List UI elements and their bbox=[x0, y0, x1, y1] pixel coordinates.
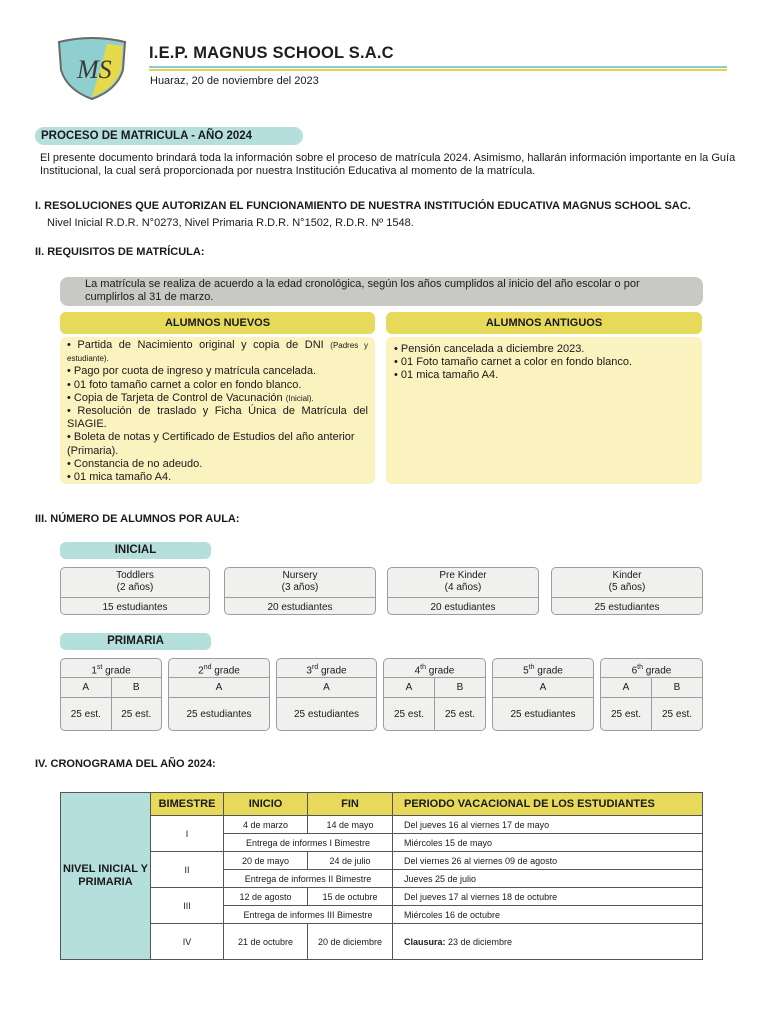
grade-title: 5th grade bbox=[493, 659, 593, 678]
grade-card bbox=[276, 658, 377, 731]
report-date-cell: Jueves 25 de julio bbox=[393, 870, 703, 888]
intro-paragraph: El presente documento brindará toda la información sobre el proceso de matrícula 2024. Asimismo, hallarán información importante en la Guía Institucional, la cual será proporcionada por nuestra Institución Educativa al momento de la matrícula. bbox=[40, 152, 736, 177]
schedule-table bbox=[60, 792, 703, 960]
section-letter: B bbox=[112, 678, 162, 698]
vacation-cell: Del jueves 17 al viernes 18 de octubre bbox=[393, 888, 703, 906]
requirement-item: • Boleta de notas y Certificado de Estudios del año anterior (Primaria). bbox=[67, 431, 355, 457]
inicial-class-card bbox=[551, 567, 703, 615]
class-count: 20 estudiantes bbox=[430, 602, 496, 613]
requirement-item: • Pensión cancelada a diciembre 2023. bbox=[394, 343, 585, 355]
table-row bbox=[61, 924, 703, 960]
requirement-item: • Partida de Nacimiento original y copia de DNI (Padres y estudiante). bbox=[67, 339, 368, 364]
section-count: 25 est. bbox=[661, 709, 693, 720]
new-students-requirements bbox=[60, 337, 375, 484]
section-count: 25 est. bbox=[444, 709, 476, 720]
section-count: 25 est. bbox=[601, 698, 652, 731]
class-count: 25 estudiantes bbox=[594, 602, 660, 613]
class-name: Pre Kinder bbox=[439, 570, 487, 581]
header-rule-teal bbox=[149, 66, 727, 68]
grade-card bbox=[168, 658, 270, 731]
requirement-item: • 01 mica tamaño A4. bbox=[67, 471, 172, 484]
section-count: 25 est. bbox=[384, 698, 435, 731]
requirement-item: • 01 foto tamaño carnet a color en fondo blanco. bbox=[67, 378, 302, 391]
end-cell: 24 de julio bbox=[308, 852, 393, 870]
section-letter: A bbox=[384, 678, 435, 698]
section-letter: B bbox=[652, 678, 702, 698]
start-cell: 21 de octubre bbox=[224, 924, 308, 960]
bimestre-cell: IV bbox=[151, 924, 224, 960]
column-header: PERIODO VACACIONAL DE LOS ESTUDIANTES bbox=[393, 793, 703, 816]
end-cell: 14 de mayo bbox=[308, 816, 393, 834]
school-name: I.E.P. MAGNUS SCHOOL S.A.C bbox=[149, 44, 394, 62]
section-3-heading: III. NÚMERO DE ALUMNOS POR AULA: bbox=[35, 513, 240, 525]
class-name: Toddlers bbox=[116, 570, 154, 581]
grade-card bbox=[492, 658, 594, 731]
report-date-cell: Miércoles 16 de octubre bbox=[393, 906, 703, 924]
table-row bbox=[61, 888, 703, 906]
section-1-heading: I. RESOLUCIONES QUE AUTORIZAN EL FUNCIONAMIENTO DE NUESTRA INSTITUCIÓN EDUCATIVA MAGNUS SCHOOL SAC. bbox=[35, 200, 691, 212]
class-count: 20 estudiantes bbox=[267, 602, 333, 613]
class-age: (2 años) bbox=[116, 582, 154, 593]
section-count: 25 est. bbox=[61, 698, 112, 731]
column-header: FIN bbox=[308, 793, 393, 816]
requirements-note: La matrícula se realiza de acuerdo a la edad cronológica, según los años cumplidos al inicio del año escolar o por cumplirlos al 31 de marzo. bbox=[60, 277, 703, 306]
inicial-class-card bbox=[60, 567, 210, 615]
bimestre-cell: I bbox=[151, 816, 224, 852]
returning-students-requirements bbox=[386, 337, 702, 484]
document-date: Huaraz, 20 de noviembre del 2023 bbox=[150, 75, 319, 87]
table-row bbox=[61, 852, 703, 870]
requirement-item: • Constancia de no adeudo. bbox=[67, 457, 203, 470]
svg-text:MS: MS bbox=[77, 55, 112, 84]
section-count: 25 estudiantes bbox=[510, 709, 576, 720]
section-2-heading: II. REQUISITOS DE MATRÍCULA: bbox=[35, 246, 205, 258]
grade-card bbox=[600, 658, 703, 731]
start-cell: 12 de agosto bbox=[224, 888, 308, 906]
bimestre-cell: II bbox=[151, 852, 224, 888]
section-letter: A bbox=[601, 678, 652, 698]
report-cell: Entrega de informes I Bimestre bbox=[224, 834, 393, 852]
grade-card bbox=[60, 658, 162, 731]
section-letter: B bbox=[435, 678, 485, 698]
table-header-row bbox=[61, 793, 703, 816]
report-cell: Entrega de informes II Bimestre bbox=[224, 870, 393, 888]
grade-title: 4th grade bbox=[384, 659, 485, 678]
requirement-item: • 01 mica tamaño A4. bbox=[394, 369, 499, 382]
grade-title: 6th grade bbox=[601, 659, 702, 678]
section-letter: A bbox=[277, 678, 376, 698]
closing-cell: Clausura: 23 de diciembre bbox=[393, 924, 703, 960]
class-name: Nursery bbox=[282, 570, 318, 581]
class-age: (5 años) bbox=[608, 582, 646, 593]
document-title: PROCESO DE MATRICULA - AÑO 2024 bbox=[35, 127, 303, 145]
column-header: INICIO bbox=[224, 793, 308, 816]
requirement-item: • Pago por cuota de ingreso y matrícula cancelada. bbox=[67, 365, 317, 378]
inicial-class-card bbox=[387, 567, 539, 615]
primaria-label: PRIMARIA bbox=[60, 633, 211, 650]
requirement-item: • Copia de Tarjeta de Control de Vacunación (Inicial). bbox=[67, 391, 314, 404]
requirement-item: • 01 Foto tamaño carnet a color en fondo blanco. bbox=[394, 356, 633, 369]
section-count: 25 est. bbox=[121, 709, 152, 720]
header-rule-yellow bbox=[149, 69, 727, 71]
vacation-cell: Del jueves 16 al viernes 17 de mayo bbox=[393, 816, 703, 834]
section-4-heading: IV. CRONOGRAMA DEL AÑO 2024: bbox=[35, 758, 216, 770]
table-row bbox=[61, 816, 703, 834]
report-cell: Entrega de informes III Bimestre bbox=[224, 906, 393, 924]
end-cell: 15 de octubre bbox=[308, 888, 393, 906]
section-count: 25 estudiantes bbox=[293, 709, 360, 720]
grade-card bbox=[383, 658, 486, 731]
section-letter: A bbox=[169, 678, 269, 698]
section-letter: A bbox=[61, 678, 112, 698]
grade-title: 1st grade bbox=[61, 659, 161, 678]
end-cell: 20 de diciembre bbox=[308, 924, 393, 960]
section-letter: A bbox=[493, 678, 593, 698]
inicial-class-card bbox=[224, 567, 376, 615]
school-shield-logo bbox=[55, 36, 129, 100]
class-age: (3 años) bbox=[281, 582, 319, 593]
grade-title: 2nd grade bbox=[169, 659, 269, 678]
grade-title: 3rd grade bbox=[277, 659, 376, 678]
requirement-item: • Resolución de traslado y Ficha Única de Matrícula del SIAGIE. bbox=[67, 405, 368, 431]
vacation-cell: Del viernes 26 al viernes 09 de agosto bbox=[393, 852, 703, 870]
column-header: BIMESTRE bbox=[151, 793, 224, 816]
returning-students-heading: ALUMNOS ANTIGUOS bbox=[386, 312, 702, 334]
section-1-text: Nivel Inicial R.D.R. N°0273, Nivel Primaria R.D.R. N°1502, R.D.R. Nº 1548. bbox=[47, 217, 414, 229]
bimestre-cell: III bbox=[151, 888, 224, 924]
class-count: 15 estudiantes bbox=[102, 602, 168, 613]
class-name: Kinder bbox=[612, 570, 642, 581]
class-age: (4 años) bbox=[444, 582, 482, 593]
start-cell: 20 de mayo bbox=[224, 852, 308, 870]
new-students-heading: ALUMNOS NUEVOS bbox=[60, 312, 375, 334]
report-date-cell: Miércoles 15 de mayo bbox=[393, 834, 703, 852]
inicial-label: INICIAL bbox=[60, 542, 211, 559]
level-cell: NIVEL INICIAL Y PRIMARIA bbox=[61, 793, 151, 960]
section-count: 25 estudiantes bbox=[186, 709, 252, 720]
start-cell: 4 de marzo bbox=[224, 816, 308, 834]
